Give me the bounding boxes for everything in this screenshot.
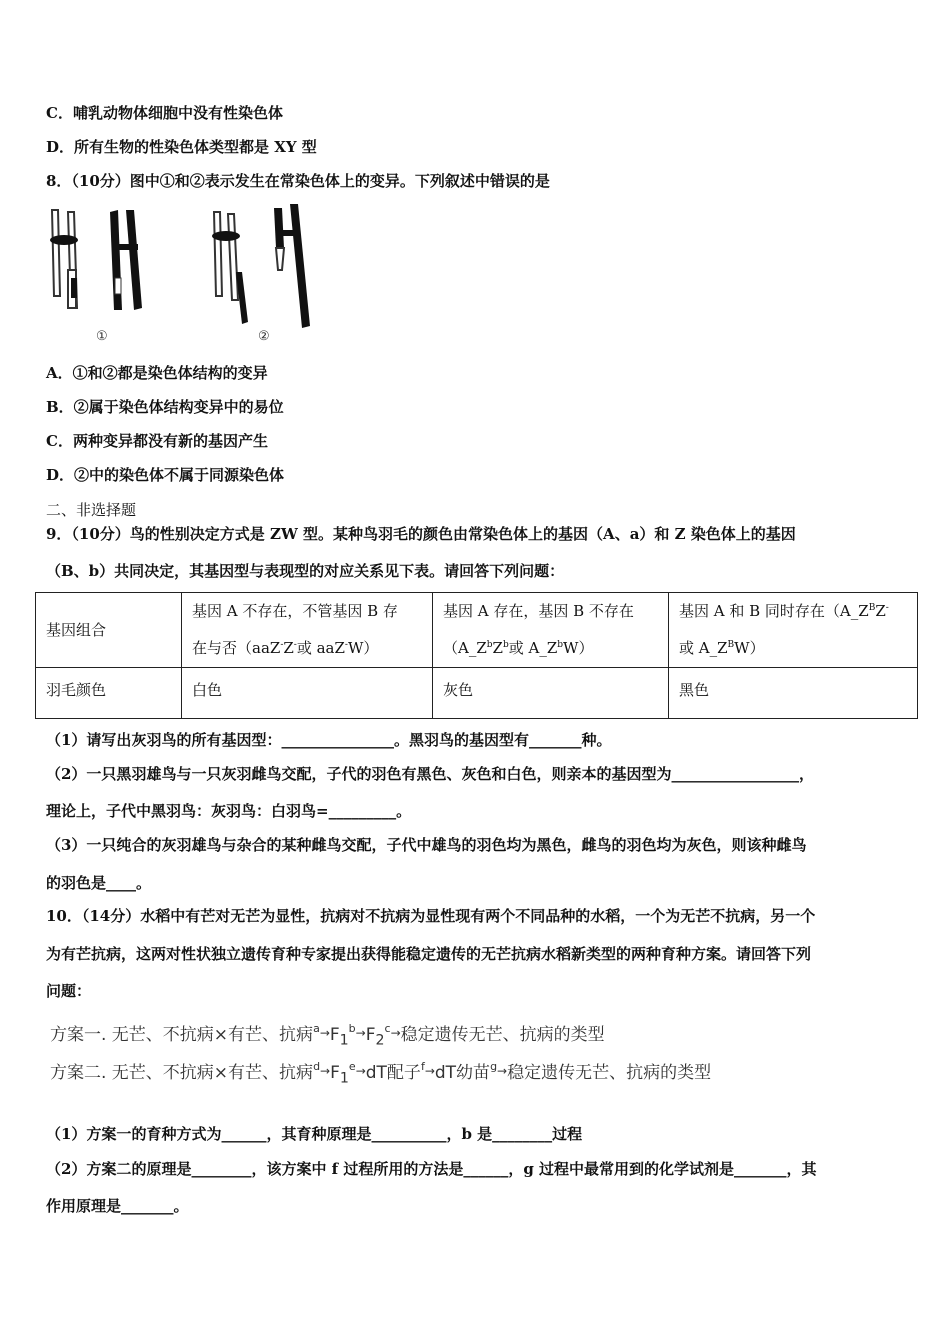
option-c-q7: C．哺乳动物体细胞中没有性染色体: [46, 104, 283, 122]
section-heading: 二、非选择题: [46, 501, 137, 519]
table-cell: [669, 593, 918, 668]
genotype-table: [35, 592, 918, 719]
question-9-part1: （1）请写出灰羽鸟的所有基因型：_______________。黑羽鸟的基因型有_______种。: [46, 731, 612, 749]
table-cell: 黑色: [669, 668, 918, 719]
scheme-one: 方案一. 无芒、不抗病×有芒、抗病$^a\to F_1^b\to F_2^c\to$稳定遗传无芒、抗病的类型: [50, 1022, 605, 1049]
table-cell: 基因组合: [36, 593, 182, 668]
cell-line: 在与否（aaZ-Z-或 aaZ-W）: [192, 639, 379, 657]
question-9-part2-line2: 理论上，子代中黑羽鸟：灰羽鸟：白羽鸟=_________。: [46, 802, 412, 820]
question-9-part3-line2: 的羽色是____。: [46, 874, 152, 892]
question-8: 8．（10分）图中①和②表示发生在常染色体上的变异。下列叙述中错误的是: [46, 172, 550, 190]
question-9-line1: 9．（10分）鸟的性别决定方式是 ZW 型。某种鸟羽毛的颜色由常染色体上的基因（A、a）和 Z 染色体上的基因: [46, 525, 796, 543]
option-b-q8: B．②属于染色体结构变异中的易位: [46, 398, 284, 416]
breeding-schemes: [50, 1020, 711, 1096]
table-row: [36, 593, 918, 668]
question-9-part3-line1: （3）一只纯合的灰羽雄鸟与杂合的某种雌鸟交配，子代中雄鸟的羽色均为黑色，雌鸟的羽色均为灰色，则该种雌鸟: [46, 836, 807, 854]
chromosome-figure: [44, 200, 334, 346]
question-9-part2-line1: （2）一只黑羽雄鸟与一只灰羽雌鸟交配，子代的羽色有黑色、灰色和白色，则亲本的基因型为_________________，: [46, 765, 814, 783]
question-10-part2-line2: 作用原理是_______。: [46, 1197, 189, 1215]
question-10-line3: 问题：: [46, 982, 92, 1000]
figure-1-label: ①: [96, 329, 108, 344]
cell-line: 基因 A 存在，基因 B 不存在: [443, 602, 634, 620]
figure-2-chromosomes: [212, 204, 310, 344]
option-d-q7: D．所有生物的性染色体类型都是 XY 型: [46, 138, 317, 156]
scheme-two: 方案二. 无芒、不抗病×有芒、抗病$^d\to F_1^e\to dT$配子$^f$→dT幼苗$^g$→稳定遗传无芒、抗病的类型: [50, 1060, 712, 1087]
question-10-line2: 为有芒抗病，这两对性状独立遗传育种专家提出获得能稳定遗传的无芒抗病水稻新类型的两种育种方案。请回答下列: [46, 945, 812, 963]
option-c-q8: C．两种变异都没有新的基因产生: [46, 432, 268, 450]
table-cell: [182, 593, 433, 668]
question-9-line2: （B、b）共同决定，其基因型与表现型的对应关系见下表。请回答下列问题：: [46, 562, 565, 580]
table-cell: 灰色: [433, 668, 669, 719]
cell-line: 或 $A\_Z^BW$）: [679, 639, 765, 657]
option-a-q8: A．①和②都是染色体结构的变异: [46, 364, 268, 382]
cell-line: 基因 A 和 B 同时存在（$A\_Z^BZ^-$: [679, 602, 889, 620]
table-row: [36, 668, 918, 719]
question-10-part2-line1: （2）方案二的原理是________，该方案中 f 过程所用的方法是______，g 过程中最常用到的化学试剂是_______，其: [46, 1160, 817, 1178]
table-cell: 白色: [182, 668, 433, 719]
option-d-q8: D．②中的染色体不属于同源染色体: [46, 466, 285, 484]
question-10-line1: 10．（14分）水稻中有芒对无芒为显性，抗病对不抗病为显性现有两个不同品种的水稻，一个为无芒不抗病，另一个: [46, 907, 816, 925]
cell-line: （$A\_Z^bZ^b$或 $A\_Z^bW$）: [443, 639, 594, 657]
question-10-part1: （1）方案一的育种方式为______，其育种原理是__________，b 是________过程: [46, 1125, 583, 1143]
figure-1-chromosomes: [50, 210, 142, 344]
table-cell: 羽毛颜色: [36, 668, 182, 719]
table-cell: [433, 593, 669, 668]
cell-line: 基因 A 不存在，不管基因 B 存: [192, 602, 398, 620]
figure-2-label: ②: [258, 329, 270, 344]
